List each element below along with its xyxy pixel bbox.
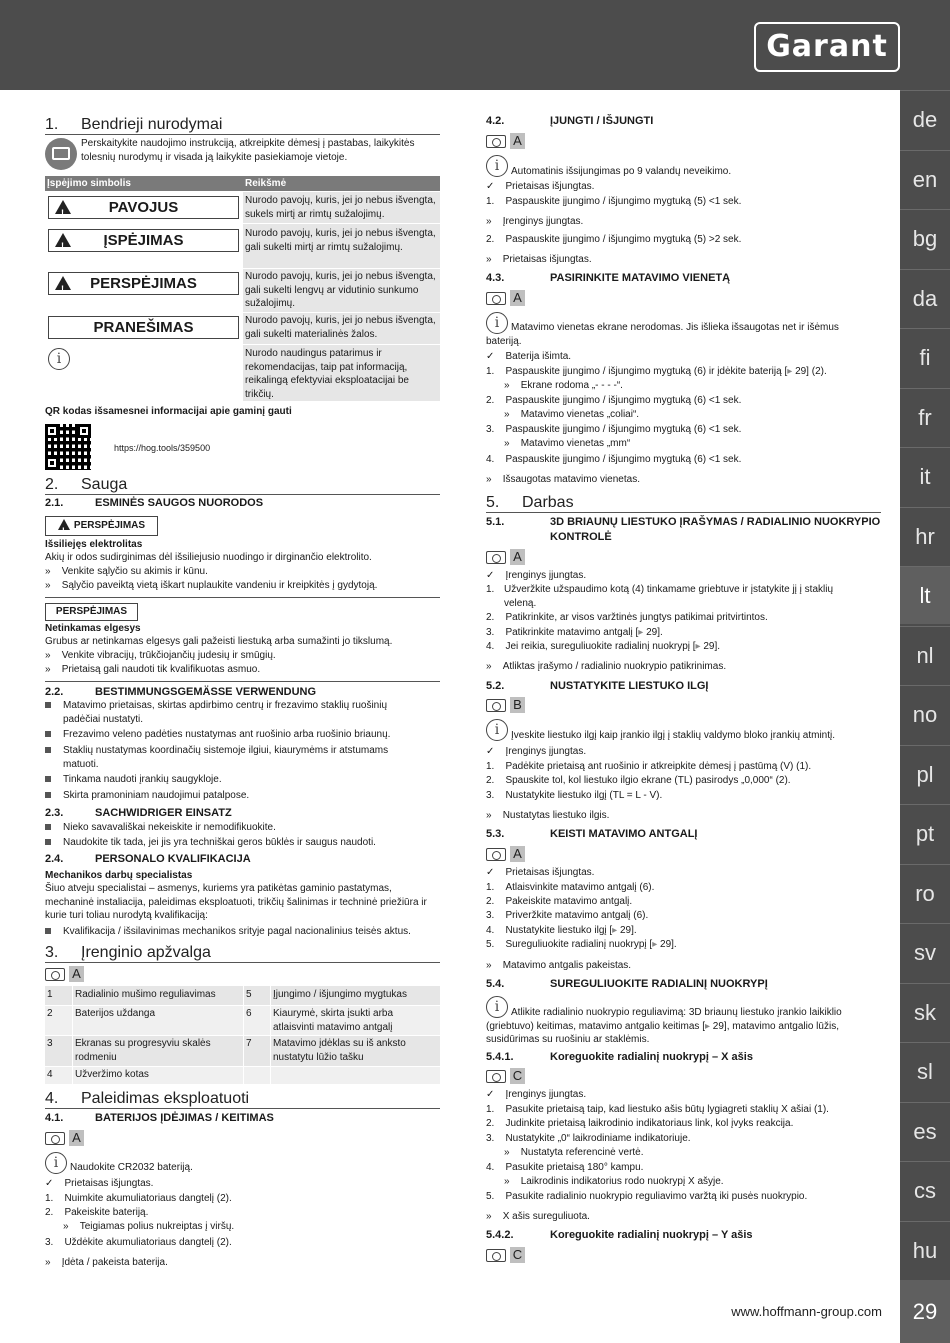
- section-5-1-heading: 5.1. 3D BRIAUNŲ LIESTUKO ĮRAŠYMAS / RADIALINIO NUOKRYPIO KONTROLĖ: [486, 516, 881, 543]
- list-item: Nieko savavališkai nekeiskite ir nemodifikuokite.: [45, 821, 440, 835]
- step: 2. Judinkite prietaisą laikrodinio indikatoriaus link, kol įvyks reakcija.: [486, 1118, 794, 1129]
- caution-label-2: PERSPĖJIMAS: [45, 603, 138, 621]
- step: 3. Uždėkite akumuliatoriaus dangtelį (2).: [45, 1237, 232, 1248]
- precondition: ✓ Įrenginys įjungtas.: [486, 570, 587, 581]
- section-5-4-2-heading: 5.4.2. Koreguokite radialinį nuokrypį – Y ašis: [486, 1229, 753, 1241]
- precondition: ✓ Įrenginys įjungtas.: [486, 746, 587, 757]
- part-label: Kiaurymė, skirta įsukti arba atlaisvinti matavimo antgalį: [273, 1008, 394, 1033]
- camera-icon: A: [45, 966, 85, 982]
- list-item: » Sąlyčio paveiktą vietą iškart nuplaukite vandeniu ir kreipkitės į gydytoją.: [45, 580, 378, 591]
- specialist-text: Šiuo atveju specialistai – asmenys, kuriems yra patikėtas gaminio pastatymas, mechaninė instaliacija, paleidimas eksploatuoti, trikčių šalinimas ir techninė priežiūra ir kurie turi toliau nurodytą kvalifikaciją:: [45, 883, 427, 921]
- sub-result: » Ekrane rodoma „- - - -“.: [504, 380, 623, 391]
- section-5-heading: 5. Darbas: [486, 494, 574, 511]
- step: 1. Užveržkite užspaudimo kotą (4) tinkamame griebtuve ir įstatykite jį į staklių veleną.: [486, 584, 834, 609]
- result: » Įdėta / pakeista baterija.: [45, 1257, 168, 1268]
- info-icon: i: [48, 348, 70, 370]
- sub-result: » Nustatyta referencinė vertė.: [504, 1147, 644, 1158]
- precondition: ✓ Prietaisas išjungtas.: [45, 1178, 154, 1189]
- section-2-4-heading: 2.4. PERSONALO KVALIFIKACIJA: [45, 853, 251, 865]
- language-tab-sv[interactable]: sv: [900, 923, 950, 981]
- electrolyte-text: Akių ir odos sudirginimas dėl išsiliejusio nuodingo ir dirginančio elektrolito.: [45, 552, 372, 563]
- part-number: 4: [47, 1069, 53, 1080]
- section-2-1-heading: 2.1. ESMINĖS SAUGOS NUORODOS: [45, 497, 264, 509]
- part-number: 7: [246, 1038, 252, 1049]
- language-tab-sk[interactable]: sk: [900, 983, 950, 1041]
- camera-icon: A: [486, 133, 526, 149]
- part-number: 1: [47, 989, 53, 1000]
- section-1-heading: 1. Bendrieji nurodymai: [45, 116, 223, 133]
- qr-url[interactable]: https://hog.tools/359500: [114, 443, 211, 453]
- specialist-title: Mechanikos darbų specialistas: [45, 870, 193, 881]
- info-icon: i: [45, 1152, 67, 1174]
- step: 4. Pasukite prietaisą 180° kampu.: [486, 1162, 644, 1173]
- precondition: ✓ Įrenginys įjungtas.: [486, 1089, 587, 1100]
- language-tab-lt[interactable]: lt: [900, 566, 950, 624]
- list-item: Frezavimo veleno padėties nustatymas ant ruošinio arba ruošinio briaunų.: [45, 728, 440, 742]
- danger-symbol: ! PAVOJUS: [48, 196, 239, 219]
- result: » Nustatytas liestuko ilgis.: [486, 810, 610, 821]
- section-4-2-heading: 4.2. ĮJUNGTI / IŠJUNGTI: [486, 115, 654, 127]
- info-icon: i: [486, 996, 508, 1018]
- result: » X ašis sureguliuota.: [486, 1211, 590, 1222]
- step: 2. Paspauskite įjungimo / išjungimo mygtuką (5) >2 sek.: [486, 234, 742, 245]
- info-meaning: Nurodo naudingus patarimus ir rekomendacijas, taip pat informaciją, reikalingą efektyviai eksploatacijai be trikčių.: [245, 348, 409, 400]
- camera-icon: A: [45, 1130, 85, 1146]
- page-number: 29: [900, 1280, 950, 1343]
- section-3-heading: 3. Įrenginio apžvalga: [45, 944, 211, 961]
- section-4-1-heading: 4.1. BATERIJOS ĮDĖJIMAS / KEITIMAS: [45, 1112, 274, 1124]
- step: 3. Nustatykite „0“ laikrodiniame indikatoriuje.: [486, 1133, 691, 1144]
- camera-icon: C: [486, 1247, 526, 1263]
- precondition: ✓ Prietaisas išjungtas.: [486, 867, 595, 878]
- list-item: Staklių nustatymas koordinačių sistemoje ilgiui, kiaurymėms ir atstumams matuoti.: [45, 744, 440, 758]
- camera-icon: A: [486, 846, 526, 862]
- list-item: » Venkite sąlyčio su akimis ir kūnu.: [45, 566, 208, 577]
- step: 1. Paspauskite įjungimo / išjungimo mygtuką (6) ir įdėkite bateriją [▸ 29] (2).: [486, 366, 827, 377]
- precondition: ✓ Prietaisas išjungtas.: [486, 181, 595, 192]
- language-tab-pt[interactable]: pt: [900, 804, 950, 862]
- part-number: 6: [246, 1008, 252, 1019]
- step: 2. Patikrinkite, ar visos varžtinės jungtys patikimai pritvirtintos.: [486, 612, 768, 623]
- language-tab-ro[interactable]: ro: [900, 864, 950, 922]
- info-icon: i: [486, 719, 508, 741]
- part-label: Užveržimo kotas: [75, 1069, 149, 1080]
- section-4-3-heading: 4.3. PASIRINKITE MATAVIMO VIENETĄ: [486, 272, 731, 284]
- part-number: 3: [47, 1038, 53, 1049]
- step: 3. Patikrinkite matavimo antgalį [▸ 29].: [486, 627, 663, 638]
- language-tab-it[interactable]: it: [900, 447, 950, 505]
- language-tab-no[interactable]: no: [900, 685, 950, 743]
- part-label: Baterijos uždanga: [75, 1008, 156, 1019]
- list-item: Matavimo prietaisas, skirtas apdirbimo centrų ir frezavimo staklių ruošinių padėčiai nustatyti.: [45, 699, 415, 713]
- step: 3. Paspauskite įjungimo / išjungimo mygtuką (6) <1 sek.: [486, 424, 742, 435]
- language-tab-cs[interactable]: cs: [900, 1161, 950, 1219]
- info-text: Matavimo vienetas ekrane nerodomas. Jis išlieka išsaugotas net ir išėmus bateriją.: [486, 322, 839, 347]
- section-5-4-1-heading: 5.4.1. Koreguokite radialinį nuokrypį – X ašis: [486, 1051, 753, 1063]
- list-item: » Prietaisą gali naudoti tik kvalifikuotas asmuo.: [45, 664, 261, 675]
- language-tab-en[interactable]: en: [900, 150, 950, 208]
- sub-result: » Teigiamas polius nukreiptas į viršų.: [63, 1221, 235, 1232]
- part-number: 5: [246, 989, 252, 1000]
- section-2-2-heading: 2.2. BESTIMMUNGSGEMÄSSE VERWENDUNG: [45, 686, 317, 698]
- part-number: 2: [47, 1008, 53, 1019]
- caution-symbol: ! PERSPĖJIMAS: [48, 272, 239, 295]
- list-item: Kvalifikacija / išsilavinimas mechanikos srityje pagal nacionalinius teisės aktus.: [45, 925, 440, 939]
- section-5-3-heading: 5.3. KEISTI MATAVIMO ANTGALĮ: [486, 828, 698, 840]
- caution-label-1: !PERSPĖJIMAS: [45, 516, 158, 536]
- misuse-text: Grubus ar netinkamas elgesys gali pažeisti liestuką arba sumažinti jo tikslumą.: [45, 636, 393, 647]
- step: 4. Paspauskite įjungimo / išjungimo mygtuką (6) <1 sek.: [486, 454, 742, 465]
- step: 3. Priveržkite matavimo antgalį (6).: [486, 910, 649, 921]
- section-5-2-heading: 5.2. NUSTATYKITE LIESTUKO ILGĮ: [486, 680, 709, 692]
- list-item: » Venkite vibracijų, trūkčiojančių judesių ir smūgių.: [45, 650, 276, 661]
- battery-info: Naudokite CR2032 bateriją.: [70, 1162, 193, 1173]
- language-tab-da[interactable]: da: [900, 269, 950, 327]
- read-manual-icon: [45, 138, 77, 170]
- section-2-3-heading: 2.3. SACHWIDRIGER EINSATZ: [45, 807, 232, 819]
- sub-result: » Matavimo vienetas „mm“: [504, 438, 631, 449]
- part-label: Įjungimo / išjungimo mygtukas: [273, 989, 407, 1000]
- info-text: Automatinis išsijungimas po 9 valandų neveikimo.: [511, 166, 732, 177]
- language-tab-bg[interactable]: bg: [900, 209, 950, 267]
- language-tab-hr[interactable]: hr: [900, 507, 950, 565]
- language-tab-sl[interactable]: sl: [900, 1042, 950, 1100]
- step: 4. Jei reikia, sureguliuokite radialinį nuokrypį [▸ 29].: [486, 641, 721, 652]
- result: » Įrenginys įjungtas.: [486, 216, 584, 227]
- step: 1. Pasukite prietaisą taip, kad liestuko ašis būtų lygiagreti staklių X ašiai (1).: [486, 1104, 829, 1115]
- language-tab-fi[interactable]: fi: [900, 328, 950, 386]
- language-tab-de[interactable]: de: [900, 90, 950, 148]
- part-label: Radialinio mušimo reguliavimas: [75, 989, 216, 1000]
- step: 5. Sureguliuokite radialinį nuokrypį [▸ 29].: [486, 939, 677, 950]
- warning-meaning: Nurodo pavojų, kuris, jei jo nebus išvengta, gali sukelti mirtį ar rimtų sužalojimų.: [245, 228, 436, 253]
- step: 1. Nuimkite akumuliatoriaus dangtelį (2).: [45, 1193, 232, 1204]
- info-icon: i: [486, 312, 508, 334]
- camera-icon: A: [486, 549, 526, 565]
- qr-code[interactable]: [45, 424, 91, 470]
- step: 2. Pakeiskite matavimo antgalį.: [486, 896, 633, 907]
- language-tab-hu[interactable]: hu: [900, 1221, 950, 1279]
- info-text: Įveskite liestuko ilgį kaip įrankio ilgį į staklių valdymo bloko įrankių atmintį.: [511, 730, 836, 741]
- caution-meaning: Nurodo pavojų, kuris, jei jo nebus išvengta, gali sukelti lengvų ar vidutinio sunkumo sužalojimų.: [245, 271, 436, 309]
- table-col-meaning: Reikšmė: [245, 178, 287, 189]
- step: 2. Spauskite tol, kol liestuko ilgio ekrane (TL) pasirodys „0,000“ (2).: [486, 775, 791, 786]
- notice-meaning: Nurodo pavojų, kuris, jei jo nebus išvengta, gali sukelti materialinės žalos.: [245, 315, 436, 340]
- language-tab-pl[interactable]: pl: [900, 745, 950, 803]
- step: 3. Nustatykite liestuko ilgį (TL = L - V).: [486, 790, 663, 801]
- step: 5. Pasukite radialinio nuokrypio reguliavimo varžtą iki pusės nuokrypio.: [486, 1191, 808, 1202]
- step: 4. Nustatykite liestuko ilgį [▸ 29].: [486, 925, 637, 936]
- sub-result: » Matavimo vienetas „coliai“.: [504, 409, 640, 420]
- step: 1. Atlaisvinkite matavimo antgalį (6).: [486, 882, 655, 893]
- step: 1. Paspauskite įjungimo / išjungimo mygtuką (5) <1 sek.: [486, 196, 742, 207]
- section-5-4-heading: 5.4. SUREGULIUOKITE RADIALINĮ NUOKRYPĮ: [486, 978, 768, 990]
- precondition: ✓ Baterija išimta.: [486, 351, 572, 362]
- danger-meaning: Nurodo pavojų, kuris, jei jo nebus išvengta, sukels mirtį ar rimtų sužalojimų.: [245, 195, 436, 220]
- language-tab-es[interactable]: es: [900, 1102, 950, 1160]
- intro-text: Perskaitykite naudojimo instrukciją, atkreipkite dėmesį į pastabas, laikykitės tolesnių nurodymų ir visada ją laikykite pasiekiamoje vietoje.: [81, 138, 415, 163]
- section-4-heading: 4. Paleidimas eksploatuoti: [45, 1090, 250, 1107]
- result: » Matavimo antgalis pakeistas.: [486, 960, 632, 971]
- section-2-heading: 2. Sauga: [45, 476, 128, 493]
- language-tab-nl[interactable]: nl: [900, 626, 950, 684]
- part-label: Matavimo įdėklas su iš anksto nustatytu lūžio tašku: [273, 1038, 406, 1063]
- list-item: Tinkama naudoti įrankių saugykloje.: [45, 773, 440, 787]
- language-tab-fr[interactable]: fr: [900, 388, 950, 446]
- list-item: Naudokite tik tada, jei jis yra techniškai geros būklės ir saugus naudoti.: [45, 836, 440, 850]
- brand-logo: Garant: [754, 22, 900, 72]
- warning-symbol: ! ĮSPĖJIMAS: [48, 229, 239, 252]
- step: 2. Paspauskite įjungimo / išjungimo mygtuką (6) <1 sek.: [486, 395, 742, 406]
- step: 1. Padėkite prietaisą ant ruošinio ir atkreipkite dėmesį į pastūmą (V) (1).: [486, 761, 812, 772]
- result: » Išsaugotas matavimo vienetas.: [486, 474, 640, 485]
- info-text: Atlikite radialinio nuokrypio reguliavimą: 3D briaunų liestuko įrankio laikiklio (griebtuvo) keitimas, matavimo antgalio keitimas [▸ 29], matavimo antgalio lūžis, susidūrimas su ruošiniu ar staklėmis.: [486, 1007, 842, 1045]
- step: 2. Pakeiskite bateriją.: [45, 1207, 149, 1218]
- info-icon: i: [486, 155, 508, 177]
- electrolyte-title: Išsiliejęs elektrolitas: [45, 539, 143, 550]
- part-label: Ekranas su progresyviu skalės rodmeniu: [75, 1038, 211, 1063]
- footer-url[interactable]: www.hoffmann-group.com: [731, 1304, 882, 1319]
- misuse-title: Netinkamas elgesys: [45, 623, 141, 634]
- camera-icon: A: [486, 290, 526, 306]
- result: » Atliktas įrašymo / radialinio nuokrypio patikrinimas.: [486, 661, 727, 672]
- list-item: Skirta pramoniniam naudojimui patalpose.: [45, 789, 440, 803]
- result: » Prietaisas išjungtas.: [486, 254, 592, 265]
- sub-result: » Laikrodinis indikatorius rodo nuokrypį X ašyje.: [504, 1176, 724, 1187]
- warning-table-header: [45, 176, 440, 191]
- camera-icon: B: [486, 697, 526, 713]
- notice-symbol: PRANEŠIMAS: [48, 316, 239, 339]
- table-col-symbol: Įspėjimo simbolis: [47, 178, 131, 189]
- camera-icon: C: [486, 1068, 526, 1084]
- qr-title: QR kodas išsamesnei informacijai apie gaminį gauti: [45, 406, 292, 417]
